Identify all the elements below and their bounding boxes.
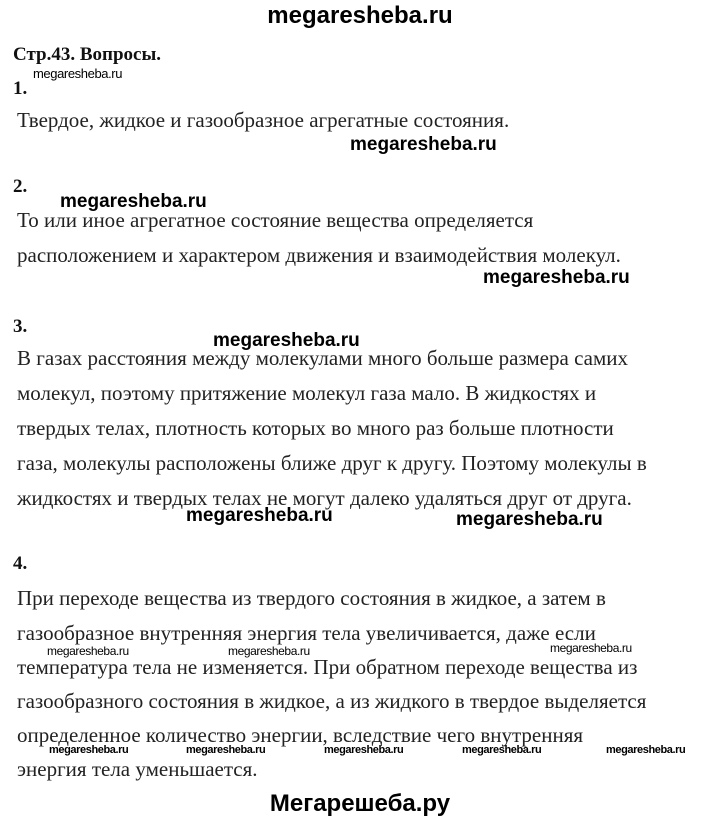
answer-line: жидкостях и твердых телах не могут далеко удаляться друг от друга. — [17, 486, 632, 510]
question-number: 3. — [13, 316, 28, 337]
watermark: megaresheba.ru — [186, 505, 333, 526]
answer-line: То или иное агрегатное состояние вещества определяется — [17, 208, 534, 232]
answer-line: Твердое, жидкое и газообразное агрегатные состояния. — [17, 108, 510, 132]
answer-line: температура тела не изменяется. При обратном переходе вещества из — [17, 655, 638, 679]
watermark: megaresheba.ru — [483, 267, 630, 288]
question-number: 4. — [13, 553, 28, 574]
site-footer[interactable]: Мегарешеба.ру — [269, 790, 451, 817]
answer-line: молекул, поэтому притяжение молекул газа мало. В жидкостях и — [17, 381, 597, 405]
answer-line: газа, молекулы расположены ближе друг к другу. Поэтому молекулы в — [17, 451, 647, 475]
answer-line: расположением и характером движения и взаимодействия молекул. — [17, 243, 621, 267]
watermark: megaresheba.ru — [324, 744, 404, 756]
question-number: 2. — [13, 176, 28, 197]
watermark: megaresheba.ru — [186, 744, 266, 756]
watermark: megaresheba.ru — [550, 641, 632, 655]
watermark: megaresheba.ru — [47, 644, 129, 658]
answer-line: газообразное внутренняя энергия тела увеличивается, даже если — [17, 621, 596, 645]
site-header[interactable]: megaresheba.ru — [267, 2, 453, 29]
answer-line: твердых телах, плотность которых во много раз больше плотности — [17, 416, 614, 440]
answer-line: определенное количество энергии, вследствие чего внутренняя — [17, 723, 584, 747]
watermark: megaresheba.ru — [462, 744, 542, 756]
watermark: megaresheba.ru — [33, 66, 123, 81]
watermark: megaresheba.ru — [213, 330, 360, 351]
answer-line: газообразного состояния в жидкое, а из жидкого в твердое выделяется — [17, 689, 647, 713]
watermark: megaresheba.ru — [60, 191, 207, 212]
answer-line: В газах расстояния между молекулами много больше размера самих — [17, 346, 628, 370]
question-number: 1. — [13, 78, 28, 99]
answer-line: При переходе вещества из твердого состояния в жидкое, а затем в — [17, 586, 606, 610]
watermark: megaresheba.ru — [350, 134, 497, 155]
watermark: megaresheba.ru — [456, 509, 603, 530]
watermark: megaresheba.ru — [49, 744, 129, 756]
answer-line: энергия тела уменьшается. — [17, 757, 258, 781]
watermark: megaresheba.ru — [228, 644, 310, 658]
page-title: Стр.43. Вопросы. — [13, 44, 162, 65]
watermark: megaresheba.ru — [606, 744, 686, 756]
